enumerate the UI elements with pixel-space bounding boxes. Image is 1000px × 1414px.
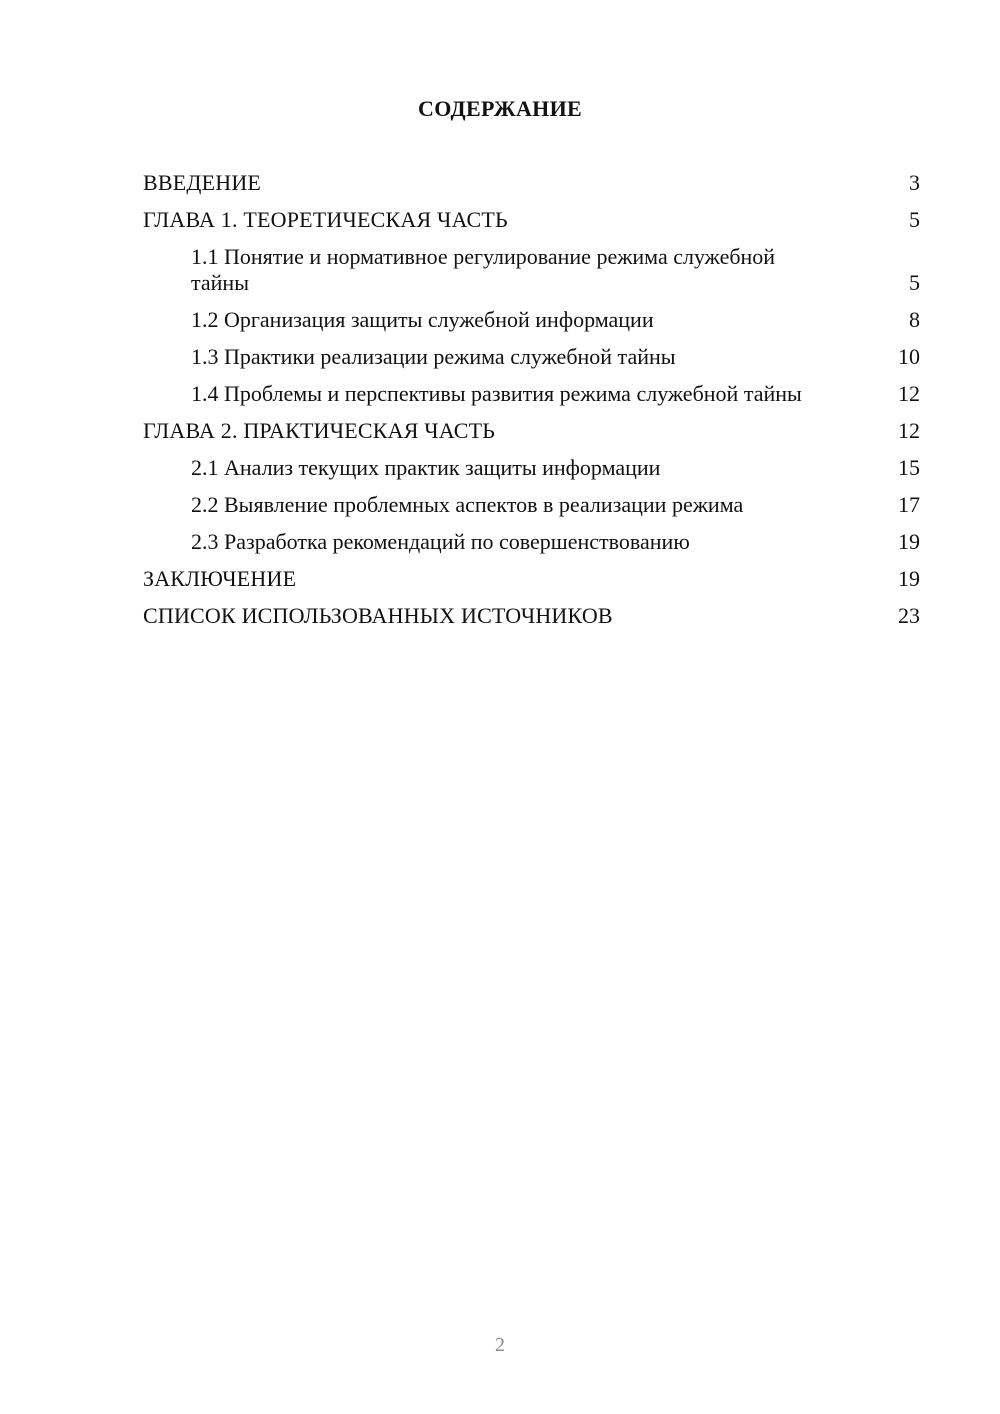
toc-subentry-title: 1.4 Проблемы и перспективы развития режима служебной тайны bbox=[191, 381, 802, 406]
toc-subentry-title: 2.3 Разработка рекомендаций по совершенствованию bbox=[191, 529, 690, 554]
toc-entry bbox=[143, 603, 920, 629]
toc-subentry-title: 2.1 Анализ текущих практик защиты информации bbox=[191, 455, 661, 480]
page-title: СОДЕРЖАНИЕ bbox=[418, 96, 582, 121]
toc-entry-title: ЗАКЛЮЧЕНИЕ bbox=[143, 566, 297, 591]
toc-entry bbox=[143, 566, 920, 592]
toc-entry-page: 23 bbox=[898, 603, 920, 628]
toc-entry-title: ГЛАВА 2. ПРАКТИЧЕСКАЯ ЧАСТЬ bbox=[143, 418, 496, 443]
toc-subentry bbox=[143, 529, 920, 555]
toc-entry-title: ГЛАВА 1. ТЕОРЕТИЧЕСКАЯ ЧАСТЬ bbox=[143, 207, 508, 232]
toc-entry-page: 12 bbox=[898, 418, 920, 443]
toc-entry-page: 5 bbox=[909, 207, 920, 232]
toc-subentry-page: 5 bbox=[909, 270, 920, 295]
toc-subentry-page: 15 bbox=[898, 455, 920, 480]
toc-subentry bbox=[143, 492, 920, 518]
toc-entry bbox=[143, 418, 920, 444]
toc-entry-page: 19 bbox=[898, 566, 920, 591]
toc-subentry-title: 1.1 Понятие и нормативное регулирование режима служебной тайны bbox=[191, 244, 776, 295]
page-number: 2 bbox=[495, 1334, 505, 1356]
toc-entry bbox=[143, 207, 920, 233]
toc-subentry bbox=[143, 381, 920, 407]
toc-entry-page: 3 bbox=[909, 170, 920, 195]
toc-subentry-page: 17 bbox=[898, 492, 920, 517]
toc-subentry-page: 10 bbox=[898, 344, 920, 369]
toc-subentry-page: 19 bbox=[898, 529, 920, 554]
toc-entry-title: СПИСОК ИСПОЛЬЗОВАННЫХ ИСТОЧНИКОВ bbox=[143, 603, 613, 628]
toc-subentry-title: 1.2 Организация защиты служебной информации bbox=[191, 307, 654, 332]
toc-subentry bbox=[143, 307, 920, 333]
table-of-contents bbox=[143, 170, 920, 640]
toc-subentry bbox=[143, 455, 920, 481]
toc-subentry bbox=[143, 244, 920, 296]
toc-subentry-title: 2.2 Выявление проблемных аспектов в реализации режима bbox=[191, 492, 744, 517]
toc-subentry-page: 12 bbox=[898, 381, 920, 406]
toc-subentry-title: 1.3 Практики реализации режима служебной тайны bbox=[191, 344, 676, 369]
toc-entry-title: ВВЕДЕНИЕ bbox=[143, 170, 262, 195]
toc-subentry-page: 8 bbox=[909, 307, 920, 332]
toc-subentry bbox=[143, 344, 920, 370]
toc-entry bbox=[143, 170, 920, 196]
